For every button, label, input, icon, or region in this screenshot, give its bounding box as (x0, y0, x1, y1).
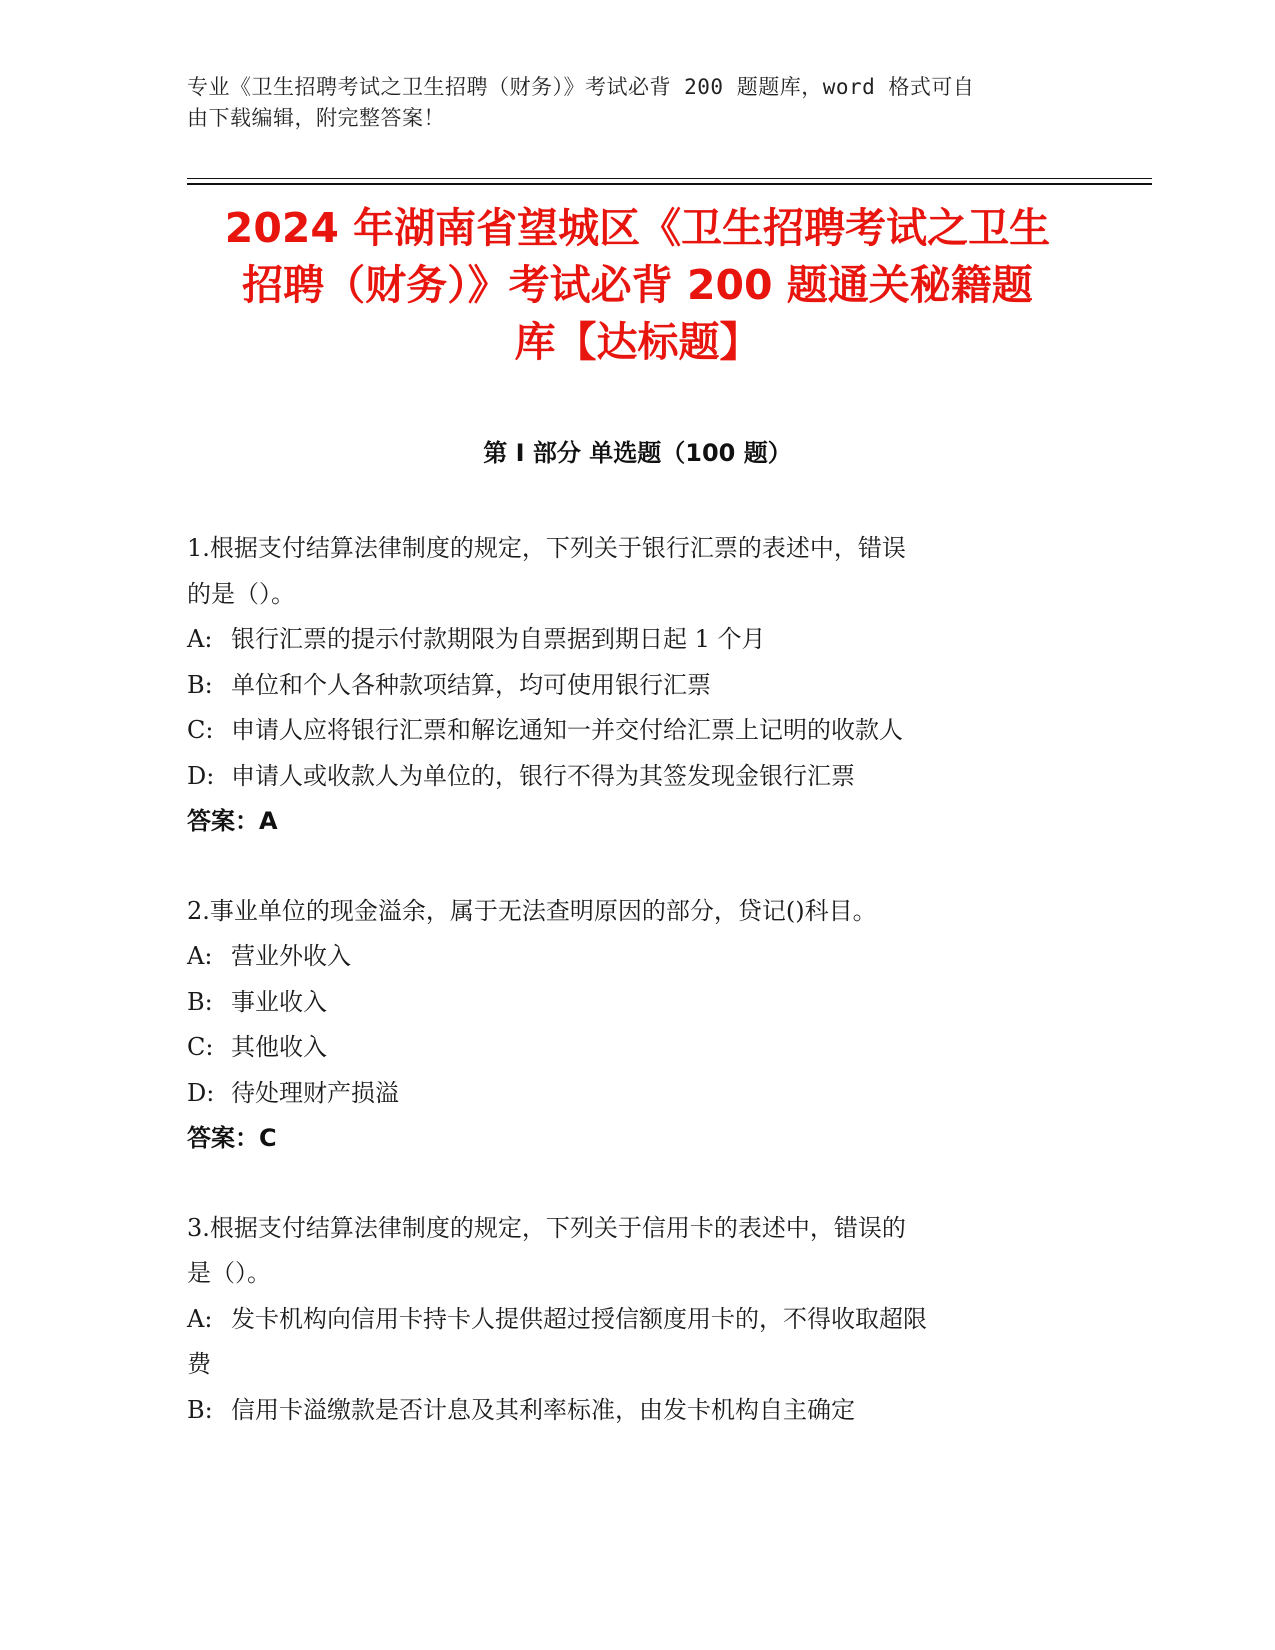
question-list (187, 526, 1087, 1477)
option-letter: C: (187, 716, 214, 744)
option-text: 发卡机构向信用卡持卡人提供超过授信额度用卡的，不得收取超限 (231, 1304, 927, 1333)
option-a (187, 1297, 1087, 1343)
option-text: 待处理财产损溢 (231, 1078, 399, 1107)
option-letter: B: (187, 1395, 213, 1424)
option-letter: D: (187, 761, 215, 790)
option-text: 银行汇票的提示付款期限为自票据到期日起 1 个月 (231, 625, 766, 653)
option-letter: B: (187, 670, 213, 699)
option-text: 营业外收入 (231, 942, 351, 970)
option-letter: C: (187, 1033, 214, 1061)
option-text: 单位和个人各种款项结算，均可使用银行汇票 (231, 670, 711, 699)
header-note-line: 专业《卫生招聘考试之卫生招聘（财务）》考试必背 200 题题库，word 格式可自 (187, 75, 975, 99)
section-heading: 第 I 部分 单选题（100 题） (483, 439, 792, 467)
option-text: 信用卡溢缴款是否计息及其利率标准，由发卡机构自主确定 (231, 1395, 855, 1424)
option-text: 其他收入 (231, 1033, 327, 1061)
option-a (187, 617, 1087, 663)
option-d (187, 1071, 1087, 1117)
title-line: 招聘（财务）》考试必背 200 题通关秘籍题 (242, 261, 1033, 309)
title-line: 库【达标题】 (514, 318, 761, 366)
option-a (187, 934, 1087, 980)
option-text: 事业收入 (231, 987, 327, 1016)
question-stem: 2.事业单位的现金溢余，属于无法查明原因的部分，贷记()科目。 (187, 896, 877, 925)
question-stem: 是（）。 (187, 1259, 271, 1287)
option-text: 申请人或收款人为单位的，银行不得为其签发现金银行汇票 (231, 761, 855, 790)
header-divider-thick (187, 183, 1152, 185)
title-line: 2024 年湖南省望城区《卫生招聘考试之卫生 (224, 204, 1051, 252)
question-3 (187, 1206, 1087, 1434)
option-c (187, 1025, 1087, 1071)
answer: 答案：A (187, 807, 278, 835)
question-stem: 3.根据支付结算法律制度的规定，下列关于信用卡的表述中，错误的 (187, 1213, 906, 1242)
question-1 (187, 526, 1087, 845)
header-note-line: 由下载编辑，附完整答案！ (187, 106, 445, 130)
answer: 答案：C (187, 1124, 277, 1152)
document-title (150, 200, 1125, 371)
option-c (187, 708, 1087, 754)
option-letter: A: (187, 625, 213, 653)
option-text: 申请人应将银行汇票和解讫通知一并交付给汇票上记明的收款人 (231, 716, 903, 744)
question-stem: 1.根据支付结算法律制度的规定，下列关于银行汇票的表述中，错误 (187, 534, 906, 562)
option-letter: D: (187, 1078, 215, 1107)
header-divider-thin (187, 178, 1152, 179)
option-letter: A: (187, 1304, 213, 1333)
option-d (187, 754, 1087, 800)
option-a-continuation: 费 (187, 1350, 211, 1378)
question-stem: 的是（）。 (187, 579, 295, 608)
option-b (187, 663, 1087, 709)
option-b (187, 1388, 1087, 1434)
option-letter: B: (187, 987, 213, 1016)
option-b (187, 980, 1087, 1026)
option-letter: A: (187, 942, 213, 970)
header-note (187, 72, 1067, 134)
question-2 (187, 889, 1087, 1162)
